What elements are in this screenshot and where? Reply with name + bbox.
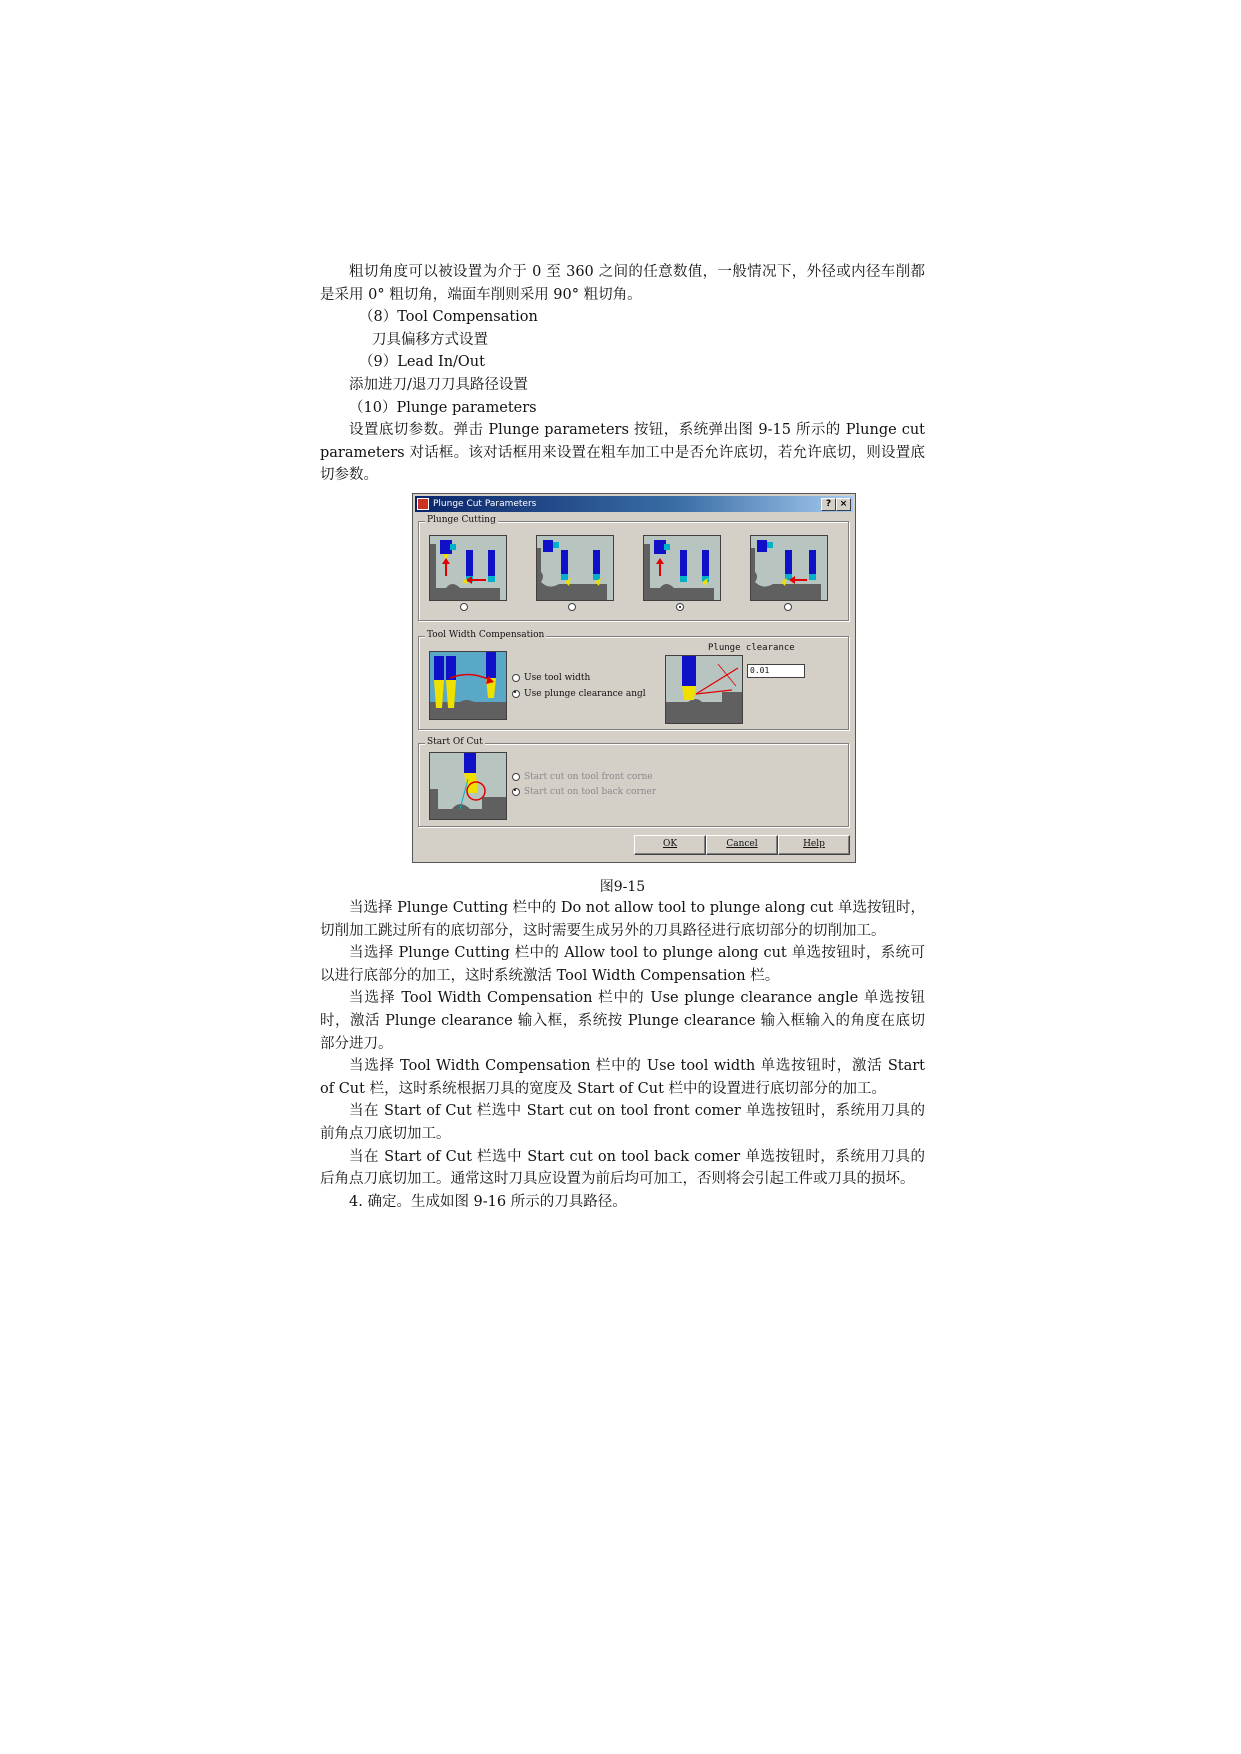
close-icon[interactable]: ×: [836, 498, 851, 511]
tool-width-compensation-label: Tool Width Compensation: [427, 630, 545, 640]
heading-lead-in-out: （9）Lead In/Out: [359, 354, 485, 371]
use-tool-width-label: Use tool width: [524, 673, 591, 683]
plunge-clearance-diagram: [666, 656, 742, 723]
ok-button[interactable]: OK: [634, 835, 706, 855]
paragraph-use-plunge-clearance: 当选择 Tool Width Compensation 栏中的 Use plunge clearance angle 单选按钮时，激活 Plunge clearance 输入框，系统按 Plunge clearance 输入框输入的角度在底切部分进刀。: [320, 990, 925, 1052]
plunge-option-2-radio[interactable]: [568, 603, 576, 611]
text-tool-compensation: 刀具偏移方式设置: [372, 331, 488, 348]
start-of-cut-label: Start Of Cut: [427, 737, 483, 747]
dialog-title: Plunge Cut Parameters: [433, 499, 537, 509]
help-button[interactable]: Help: [778, 835, 850, 855]
help-icon[interactable]: ?: [821, 498, 836, 511]
top-paragraphs: [320, 261, 925, 487]
plunge-cutting-label: Plunge Cutting: [427, 515, 496, 525]
no-plunge-diagram-1: [430, 536, 506, 600]
plunge-option-4-picture: [750, 535, 828, 601]
paragraph-confirm: 4. 确定。生成如图 9-16 所示的刀具路径。: [349, 1193, 627, 1210]
plunge-clearance-label: Plunge clearance: [708, 643, 795, 653]
use-tool-width-option[interactable]: [512, 673, 590, 683]
use-plunge-clearance-option[interactable]: [512, 689, 646, 699]
paragraph-do-not-allow: 当选择 Plunge Cutting 栏中的 Do not allow tool to plunge along cut 单选按钮时，切削加工跳过所有的底切部分，这时需要生成另外的刀具路径进行底切部分的切削加工。: [320, 900, 925, 939]
start-front-corner-label: Start cut on tool front corne: [524, 772, 653, 782]
start-front-corner-option[interactable]: [512, 772, 653, 782]
plunge-option-3-radio[interactable]: [676, 603, 684, 611]
start-back-corner-option[interactable]: [512, 787, 656, 797]
use-plunge-clearance-radio[interactable]: [512, 690, 520, 698]
use-plunge-clearance-label: Use plunge clearance angl: [524, 689, 646, 699]
start-back-corner-radio[interactable]: [512, 788, 520, 796]
plunge-diagram-3: [644, 536, 720, 600]
start-of-cut-diagram: [430, 753, 506, 819]
app-icon: [417, 498, 429, 510]
paragraph-back-corner: 当在 Start of Cut 栏选中 Start cut on tool back comer 单选按钮时，系统用刀具的后角点刀底切加工。通常这时刀具应设置为前后均可加工，否则将会引起工件或刀具的损坏。: [320, 1148, 925, 1188]
start-back-corner-label: Start cut on tool back corner: [524, 787, 657, 797]
plunge-option-3-picture: [643, 535, 721, 601]
plunge-option-4-radio[interactable]: [784, 603, 792, 611]
start-front-corner-radio[interactable]: [512, 773, 520, 781]
figure-caption: 图9-15: [599, 879, 646, 895]
paragraph-plunge-parameters: 设置底切参数。弹击 Plunge parameters 按钮，系统弹出图 9-15 所示的 Plunge cut parameters 对话框。该对话框用来设置在粗车加工中是否允许底切，若允许底切，则设置底切参数。: [320, 422, 925, 484]
plunge-option-1-picture: [429, 535, 507, 601]
cancel-button[interactable]: Cancel: [706, 835, 778, 855]
heading-plunge-parameters: （10）Plunge parameters: [349, 399, 537, 416]
paragraph-allow-plunge: 当选择 Plunge Cutting 栏中的 Allow tool to plunge along cut 单选按钮时，系统可以进行底部分的加工，这时系统激活 Tool Width Compensation 栏。: [320, 945, 925, 984]
paragraph-rough-angle: 粗切角度可以被设置为介于 0 至 360 之间的任意数值，一般情况下，外径或内径车削都是采用 0° 粗切角，端面车削则采用 90° 粗切角。: [320, 264, 925, 303]
paragraph-use-tool-width: 当选择 Tool Width Compensation 栏中的 Use tool width 单选按钮时，激活 Start of Cut 栏，这时系统根据刀具的宽度及 Start of Cut 栏中的设置进行底切部分的加工。: [320, 1058, 925, 1097]
plunge-option-2-picture: [536, 535, 614, 601]
plunge-clearance-input[interactable]: 0.01: [747, 664, 805, 678]
text-lead-in-out: 添加进刀/退刀刀具路径设置: [349, 376, 528, 393]
paragraph-front-corner: 当在 Start of Cut 栏选中 Start cut on tool front comer 单选按钮时，系统用刀具的前角点刀底切加工。: [320, 1103, 925, 1142]
start-of-cut-picture: [429, 752, 507, 820]
plunge-clearance-picture: [665, 655, 743, 724]
tool-width-diagram: [430, 652, 506, 719]
bottom-paragraphs: [320, 897, 925, 1213]
tool-width-picture: [429, 651, 507, 720]
plunge-diagram-2: [537, 536, 613, 600]
use-tool-width-radio[interactable]: [512, 674, 520, 682]
plunge-diagram-4: [751, 536, 827, 600]
title-bar[interactable]: [415, 496, 853, 512]
plunge-option-1-radio[interactable]: [460, 603, 468, 611]
heading-tool-compensation: （8）Tool Compensation: [359, 309, 538, 326]
